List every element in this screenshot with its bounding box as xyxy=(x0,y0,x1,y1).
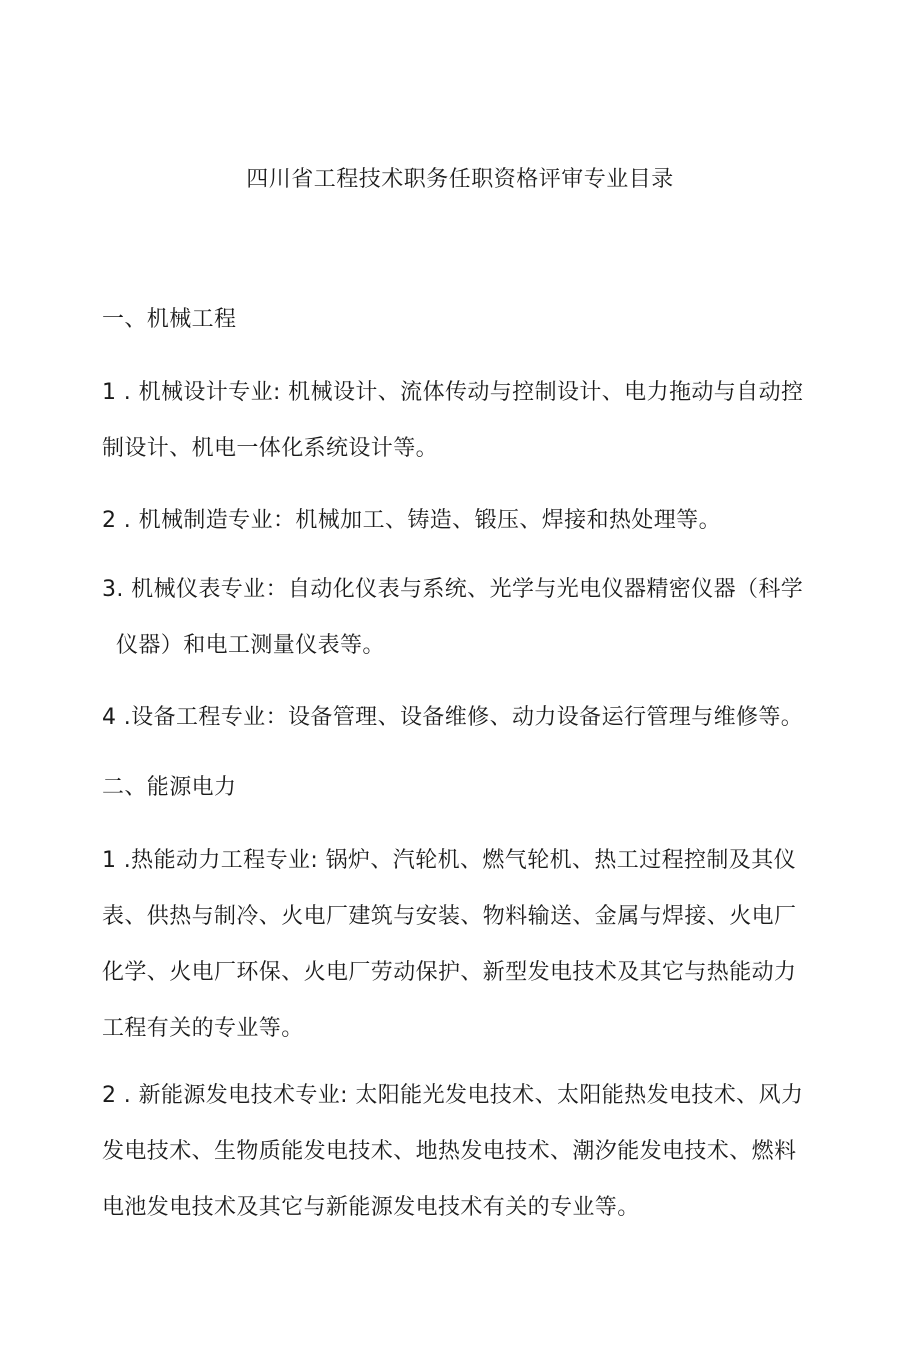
list-item-line: 工程有关的专业等。 xyxy=(102,1016,304,1041)
list-item-new-energy-generation xyxy=(102,1068,832,1236)
section-heading-energy-power xyxy=(102,760,832,816)
list-item-equipment-engineering xyxy=(102,690,832,746)
list-item-line: 3. 机械仪表专业：自动化仪表与系统、光学与光电仪器精密仪器（科学 xyxy=(102,577,804,602)
list-item-line: 表、供热与制冷、火电厂建筑与安装、物料输送、金属与焊接、火电厂 xyxy=(102,904,797,929)
list-item-line: 2 . 机械制造专业：机械加工、铸造、锻压、焊接和热处理等。 xyxy=(102,508,721,533)
list-item-mechanical-instruments xyxy=(102,562,832,674)
list-item-line: 化学、火电厂环保、火电厂劳动保护、新型发电技术及其它与热能动力 xyxy=(102,960,797,985)
section-heading-text: 二、能源电力 xyxy=(102,775,237,800)
list-item-line: 仪器）和电工测量仪表等。 xyxy=(116,633,385,658)
section-heading-mechanical xyxy=(102,292,832,348)
list-item-line: 电池发电技术及其它与新能源发电技术有关的专业等。 xyxy=(102,1195,640,1220)
section-heading-text: 一、机械工程 xyxy=(102,307,237,332)
document-title: 四川省工程技术职务任职资格评审专业目录 xyxy=(246,167,674,192)
list-item-line: 1 . 机械设计专业: 机械设计、流体传动与控制设计、电力拖动与自动控 xyxy=(102,380,804,405)
list-item-line: 4 .设备工程专业：设备管理、设备维修、动力设备运行管理与维修等。 xyxy=(102,705,804,730)
list-item-mechanical-manufacturing xyxy=(102,493,832,549)
list-item-line: 发电技术、生物质能发电技术、地热发电技术、潮汐能发电技术、燃料 xyxy=(102,1139,797,1164)
list-item-line: 1 .热能动力工程专业: 锅炉、汽轮机、燃气轮机、热工过程控制及其仪 xyxy=(102,848,796,873)
list-item-thermal-power xyxy=(102,833,832,1057)
list-item-mechanical-design xyxy=(102,365,832,477)
list-item-line: 2 . 新能源发电技术专业: 太阳能光发电技术、太阳能热发电技术、风力 xyxy=(102,1083,804,1108)
list-item-line: 制设计、机电一体化系统设计等。 xyxy=(102,436,439,461)
